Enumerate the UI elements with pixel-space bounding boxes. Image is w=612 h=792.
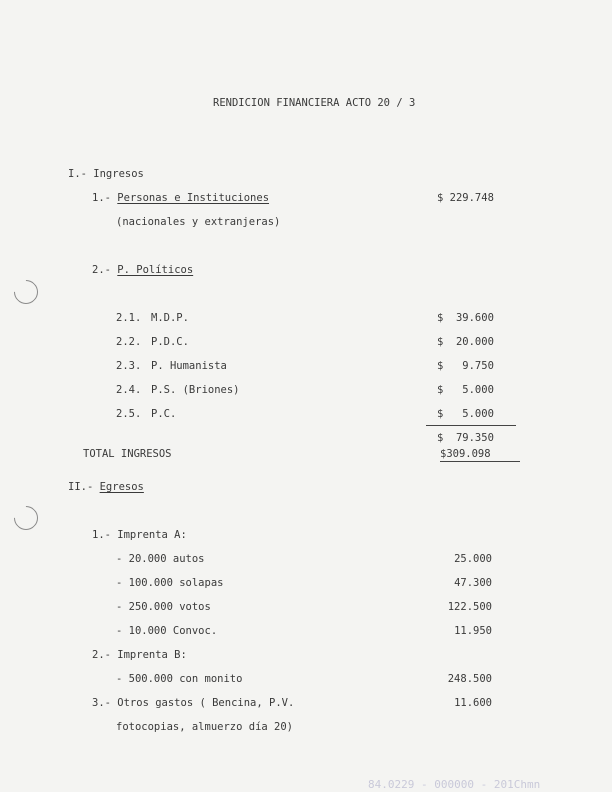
expense-amount: 248.500 — [447, 673, 492, 685]
ingresos-item1 — [92, 192, 269, 204]
expense-amount: 122.500 — [447, 601, 492, 613]
item2-number: 2.- — [92, 264, 118, 276]
partido-name: P.S. (Briones) — [151, 384, 240, 396]
otros-gastos-line2: fotocopias, almuerzo día 20) — [116, 721, 294, 733]
total-rule — [440, 461, 520, 462]
punch-hole-bottom — [9, 501, 43, 535]
partido-amount: $ 39.600 — [437, 312, 494, 324]
partido-num: 2.2. — [116, 336, 142, 348]
partido-num: 2.4. — [116, 384, 142, 396]
item1-amount: $ 229.748 — [437, 192, 494, 204]
expense-amount: 11.950 — [454, 625, 492, 637]
expense-desc: - 100.000 solapas — [116, 577, 224, 589]
item1-note: (nacionales y extranjeras) — [116, 216, 281, 228]
expense-desc: - 500.000 con monito — [116, 673, 243, 685]
imprenta-b-label: 2.- Imprenta B: — [92, 649, 187, 661]
expense-desc: - 250.000 votos — [116, 601, 211, 613]
egresos-heading — [68, 481, 144, 493]
otros-gastos-line1: 3.- Otros gastos ( Bencina, P.V. — [92, 697, 295, 709]
expense-desc: - 10.000 Convoc. — [116, 625, 218, 637]
partido-amount: $ 9.750 — [437, 360, 494, 372]
document-title: RENDICION FINANCIERA ACTO 20 / 3 — [213, 97, 416, 109]
expense-amount: 25.000 — [454, 553, 492, 565]
egresos-label: Egresos — [99, 481, 144, 493]
partido-name: M.D.P. — [151, 312, 189, 324]
item2-label: P. Políticos — [117, 264, 194, 276]
partido-amount: $ 20.000 — [437, 336, 494, 348]
egresos-number: II.- — [68, 481, 100, 493]
archive-stamp: 84.0229 - 000000 - 201Chmn — [368, 778, 541, 791]
partido-name: P. Humanista — [151, 360, 227, 372]
otros-gastos-amount: 11.600 — [454, 697, 492, 709]
expense-desc: - 20.000 autos — [116, 553, 205, 565]
subtotal-amount: $ 79.350 — [437, 432, 494, 444]
partido-name: P.D.C. — [151, 336, 189, 348]
item1-number: 1.- — [92, 192, 118, 204]
partido-name: P.C. — [151, 408, 177, 420]
item1-label: Personas e Instituciones — [117, 192, 270, 204]
total-ingresos-label: TOTAL INGRESOS — [83, 448, 172, 460]
imprenta-a-label: 1.- Imprenta A: — [92, 529, 187, 541]
punch-hole-top — [9, 275, 43, 309]
partido-amount: $ 5.000 — [437, 408, 494, 420]
ingresos-heading: I.- Ingresos — [68, 168, 144, 180]
ingresos-item2 — [92, 264, 193, 276]
total-ingresos-amount: $309.098 — [440, 448, 491, 460]
partido-amount: $ 5.000 — [437, 384, 494, 396]
partido-num: 2.5. — [116, 408, 142, 420]
partido-num: 2.3. — [116, 360, 142, 372]
partido-num: 2.1. — [116, 312, 142, 324]
subtotal-rule — [426, 425, 516, 426]
expense-amount: 47.300 — [454, 577, 492, 589]
